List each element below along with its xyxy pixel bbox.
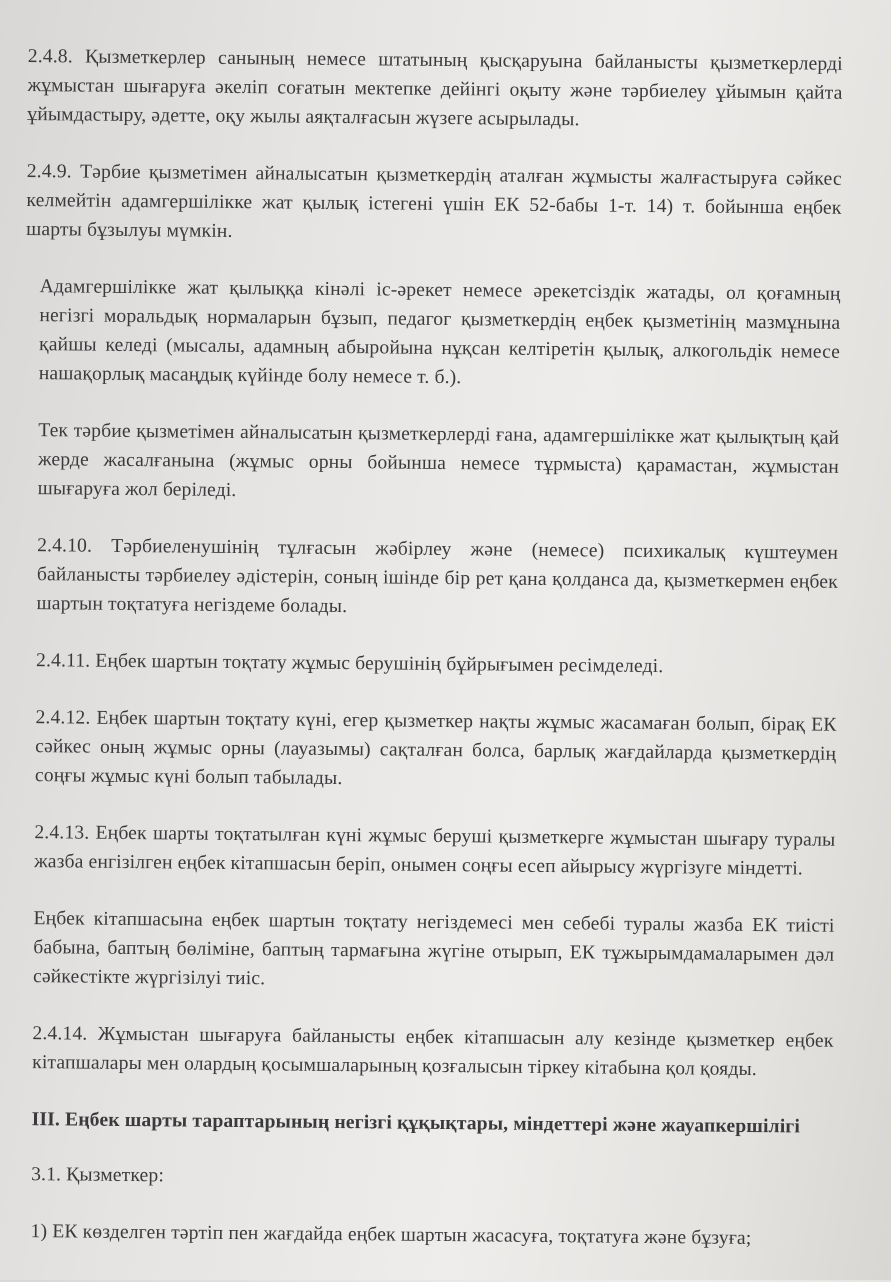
list-item-1: 1) ЕК көзделген тәртіп пен жағдайда еңбек шартын жасасуға, тоқтатуға және бұзуға; [30, 1221, 752, 1249]
paragraph-2-4-8: 2.4.8. Қызметкерлер санының немесе штатының қысқаруына байланысты қызметкерлерді жұмыстан шығаруға әкеліп соғатын мектепке дейінгі оқыту және тәрбиелеу ұйымын қайта ұйымдастыру, әдетте, оқу жылы аяқталғасын жүзеге асырылады. [27, 45, 843, 131]
document-body [16, 42, 843, 1282]
paragraph-2-4-14: 2.4.14. Жұмыстан шығаруға байланысты еңбек кітапшасын алу кезінде қызметкер еңбек кітапшалары мен олардың қосымшаларының қозғалысын тіркеу кітабына қол қояды. [32, 1023, 834, 1081]
paragraph-work-book-entry: Еңбек кітапшасына еңбек шартын тоқтату негіздемесі мен себебі туралы жазба ЕК тиісті бабына, баптың бөліміне, баптың тармағына жүгіне отырып, ЕК тұжырымдамаларымен дәл сәйкестікте жүргізілуі тиіс. [32, 908, 835, 990]
subsection-3-1: 3.1. Қызметкер: [31, 1164, 165, 1187]
paragraph-2-4-9: 2.4.9. Тәрбие қызметімен айналысатын қызметкердің аталған жұмысты жалғастыруға сәйкес келмейтін адамгершілікке жат қылық істегені үшін ЕК 52-бабы 1-т. 14) т. бойынша еңбек шарты бұзылуы мүмкін. [26, 160, 842, 242]
paragraph-dismissal-permission: Тек тәрбие қызметімен айналысатын қызметкерлерді ғана, адамгершілікке жат қылықтың қай жерде жасалғанына (жұмыс орны бойынша немесе тұрмыста) қарамастан, жұмыстан шығаруға жол беріледі. [37, 420, 840, 502]
paragraph-immoral-act-definition: Адамгершілікке жат қылыққа кінәлі іс-әрекет немесе әрекетсіздік жатады, ол қоғамның негізгі моральдық нормаларын бұзып, педагог қызметкердің еңбек қызметінің мазмұнына қайшы келеді (мысалы, адамның абыройына нұқсан келтіретін қылық, алкогольдік немесе нашақорлық масаңдық күйінде болу немесе т. б.). [38, 276, 841, 389]
paragraph-2-4-11: 2.4.11. Еңбек шартын тоқтату жұмыс берушінің бұйрығымен ресімделеді. [35, 650, 664, 678]
paragraph-2-4-10: 2.4.10. Тәрбиеленушінің тұлғасын жәбірлеу және (немесе) психикалық күштеумен байланысты тәрбиелеу әдістерін, соның ішінде бір рет қана қолданса да, қызметкермен еңбек шартын тоқтатуға негіздеме болады. [36, 535, 839, 618]
section-heading: III. Еңбек шарты тараптарының негізгі құқықтары, міндеттері және жауапкершілігі [31, 1109, 801, 1138]
paragraph-2-4-13: 2.4.13. Еңбек шарты тоқтатылған күні жұмыс беруші қызметкерге жұмыстан шығару туралы жазба енгізілген еңбек кітапшасын беріп, онымен соңғы есеп айырысу жүргізуге міндетті. [34, 822, 836, 880]
paragraph-2-4-12: 2.4.12. Еңбек шартын тоқтату күні, егер қызметкер нақты жұмыс жасамаған болып, бірақ ЕК сәйкес оның жұмыс орны (лауазымы) сақталған болса, барлық жағдайларда қызметкердің соңғы жұмыс күні болып табылады. [34, 707, 837, 790]
